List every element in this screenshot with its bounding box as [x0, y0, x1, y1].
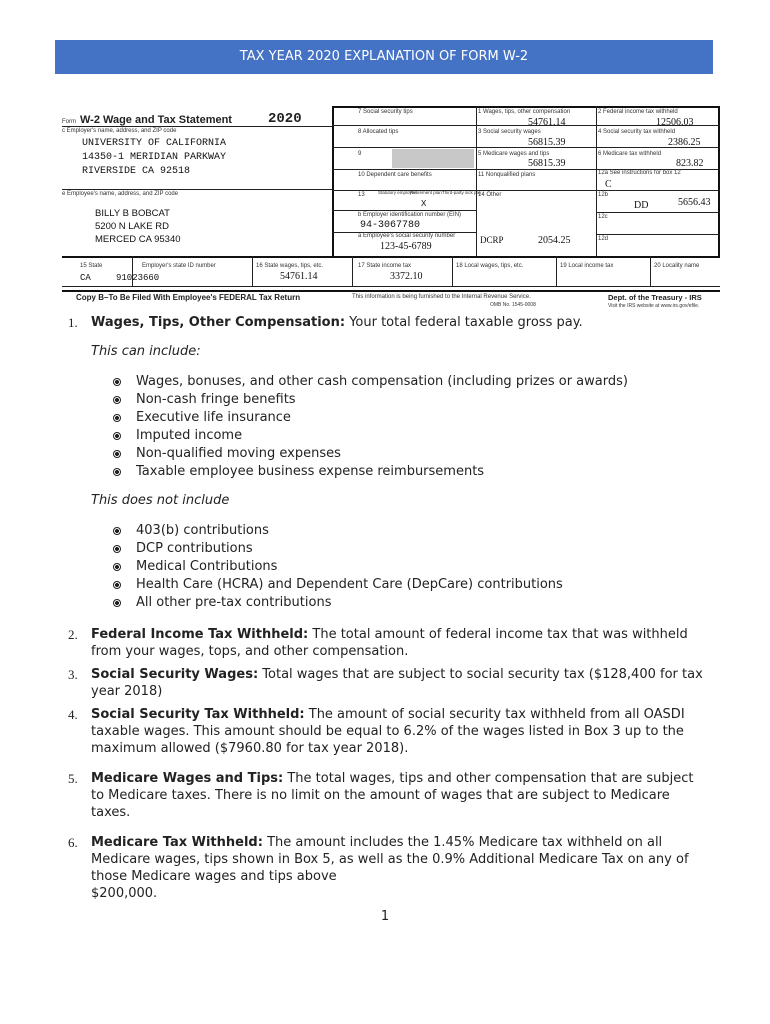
- state-id-value: 91023660: [116, 273, 160, 283]
- box17-label: 17 State income tax: [358, 263, 412, 269]
- item-number: 6.: [68, 835, 78, 850]
- bullet-icon: [113, 545, 121, 553]
- item-3: [68, 666, 708, 700]
- box7-label: 7 Social security tips: [358, 109, 413, 115]
- employee-street: 5200 N LAKE RD: [95, 221, 169, 232]
- box1-value: 54761.14: [528, 117, 566, 128]
- item-4: [68, 706, 708, 757]
- item-text: The amount of social security tax withheld from all OASDI taxable wages. This amount should be equal to 6.2% of the wages listed in Box 3 up to the maximum allowed ($7960.80 for tax year 2018).: [91, 707, 685, 756]
- box13-sickpay: Third-party sick pay: [442, 190, 482, 195]
- list-item: Executive life insurance: [113, 409, 708, 427]
- ssn-value: 123-45-6789: [380, 241, 432, 252]
- list-item: Medical Contributions: [113, 558, 708, 576]
- list-item: DCP contributions: [113, 540, 708, 558]
- w2-form: [62, 106, 722, 314]
- employee-label: e Employee's name, address, and ZIP code: [62, 191, 179, 197]
- ein-label: b Employer identification number (EIN): [358, 212, 462, 218]
- ssn-label: a Employee's social security number: [358, 233, 456, 239]
- box19-label: 19 Local income tax: [560, 263, 614, 269]
- box5-label: 5 Medicare wages and tips: [478, 151, 550, 157]
- bullet-icon: [113, 378, 121, 386]
- bullet-icon: [113, 414, 121, 422]
- form-word: Form: [62, 119, 76, 125]
- item-text-tail: $200,000.: [91, 886, 158, 901]
- box16-value: 54761.14: [280, 271, 318, 282]
- irs-website: Visit the IRS website at www.irs.gov/efile.: [608, 303, 700, 309]
- exclude-list: [68, 522, 708, 612]
- state-value: CA: [80, 273, 91, 283]
- item-title: Medicare Wages and Tips:: [91, 771, 284, 786]
- item-text: Total wages that are subject to social security tax ($128,400 for tax year 2018): [91, 667, 703, 699]
- item-text: The total wages, tips and other compensation that are subject to Medicare taxes. There is no limit on the amount of wages that are subject to Medicare taxes.: [91, 771, 694, 820]
- employer-name: UNIVERSITY OF CALIFORNIA: [82, 138, 227, 149]
- box18-label: 18 Local wages, tips, etc.: [456, 263, 524, 269]
- ein-value: 94-3067780: [360, 220, 421, 231]
- item-number: 4.: [68, 707, 78, 722]
- employer-street: 14350-1 MERIDIAN PARKWAY: [82, 152, 227, 163]
- bullet-icon: [113, 396, 121, 404]
- form-year: 2020: [268, 111, 302, 127]
- box13-checkmark: X: [421, 199, 427, 209]
- item-title: Social Security Wages:: [91, 667, 259, 682]
- item-number: 1.: [68, 315, 78, 330]
- box2-label: 2 Federal income tax withheld: [598, 109, 678, 115]
- box16-label: 16 State wages, tips, etc.: [256, 263, 324, 269]
- box5-value: 56815.39: [528, 158, 566, 169]
- include-label: This can include:: [91, 344, 201, 359]
- item-2: [68, 626, 708, 660]
- list-item: Imputed income: [113, 427, 708, 445]
- box13-label: 13: [358, 192, 365, 198]
- box3-value: 56815.39: [528, 137, 566, 148]
- box15-label: 15 State: [80, 263, 103, 269]
- form-title: W-2 Wage and Tax Statement: [80, 114, 232, 126]
- box2-value: 12506.03: [656, 117, 694, 128]
- box13-retirement: Retirement plan: [410, 190, 442, 195]
- bullet-icon: [113, 599, 121, 607]
- box12b-label: 12b: [598, 192, 609, 198]
- box12b-code: DD: [634, 200, 649, 211]
- box12b-value: 5656.43: [678, 197, 711, 208]
- page-number: 1: [380, 909, 390, 924]
- box11-label: 11 Nonqualified plans: [478, 172, 536, 178]
- list-item: Taxable employee business expense reimbursements: [113, 463, 708, 481]
- box12c-label: 12c: [598, 214, 608, 220]
- explanation-content: [68, 314, 708, 902]
- item-text: The total amount of federal income tax that was withheld from your wages, tops, and other compensation.: [91, 627, 688, 659]
- item-title: Social Security Tax Withheld:: [91, 707, 305, 722]
- item-6: [68, 834, 708, 902]
- box13-statutory: Statutory employee: [378, 190, 417, 195]
- box10-label: 10 Dependent care benefits: [358, 172, 432, 178]
- box12a-code: C: [605, 179, 612, 190]
- box9-label: 9: [358, 151, 362, 157]
- bullet-icon: [113, 468, 121, 476]
- employee-city: MERCED CA 95340: [95, 234, 181, 245]
- employer-city: RIVERSIDE CA 92518: [82, 166, 191, 177]
- bullet-icon: [113, 450, 121, 458]
- box6-value: 823.82: [676, 158, 704, 169]
- employee-name: BILLY B BOBCAT: [95, 208, 170, 219]
- list-item: Non-cash fringe benefits: [113, 391, 708, 409]
- state-id-label: Employer's state ID number: [142, 263, 216, 269]
- bullet-icon: [113, 581, 121, 589]
- item-title: Federal Income Tax Withheld:: [91, 627, 309, 642]
- item-number: 3.: [68, 667, 78, 682]
- item-1: [68, 314, 708, 331]
- list-item: All other pre-tax contributions: [113, 594, 708, 612]
- item-title: Wages, Tips, Other Compensation:: [91, 315, 346, 330]
- box6-label: 6 Medicare tax withheld: [598, 151, 662, 157]
- bullet-icon: [113, 527, 121, 535]
- box20-label: 20 Locality name: [654, 263, 700, 269]
- box14-value: 2054.25: [538, 235, 571, 246]
- item-text: Your total federal taxable gross pay.: [349, 315, 583, 330]
- item-text: The amount includes the 1.45% Medicare tax withheld on all Medicare wages, tips shown in Box 5, as well as the 0.9% Additional Medicare Tax on any of those Medicare wages and tips above: [91, 835, 689, 884]
- irs-info-text: This information is being furnished to the Internal Revenue Service.: [352, 294, 531, 300]
- bullet-icon: [113, 432, 121, 440]
- box4-label: 4 Social security tax withheld: [598, 129, 676, 135]
- item-number: 2.: [68, 627, 78, 642]
- copy-b-text: Copy B–To Be Filed With Employee's FEDERAL Tax Return: [76, 293, 301, 302]
- box1-label: 1 Wages, tips, other compensation: [478, 109, 571, 115]
- list-item: Non-qualified moving expenses: [113, 445, 708, 463]
- box12a-label: 12a See instructions for box 12: [598, 170, 681, 176]
- employer-label: c Employer's name, address, and ZIP code: [62, 128, 177, 134]
- box14-label: 14 Other: [478, 192, 502, 198]
- item-title: Medicare Tax Withheld:: [91, 835, 263, 850]
- box14-code: DCRP: [480, 235, 504, 245]
- box12d-label: 12d: [598, 236, 609, 242]
- list-item: 403(b) contributions: [113, 522, 708, 540]
- box3-label: 3 Social security wages: [478, 129, 541, 135]
- page-banner: TAX YEAR 2020 EXPLANATION OF FORM W-2: [55, 40, 713, 74]
- box4-value: 2386.25: [668, 137, 701, 148]
- item-5: [68, 770, 708, 821]
- omb-number: OMB No. 1545-0008: [490, 302, 536, 308]
- bullet-icon: [113, 563, 121, 571]
- list-item: Health Care (HCRA) and Dependent Care (DepCare) contributions: [113, 576, 708, 594]
- treasury-dept: Dept. of the Treasury - IRS: [608, 293, 702, 302]
- box8-label: 8 Allocated tips: [358, 129, 399, 135]
- list-item: Wages, bonuses, and other cash compensation (including prizes or awards): [113, 373, 708, 391]
- include-list: [68, 373, 708, 481]
- item-number: 5.: [68, 771, 78, 786]
- exclude-label: This does not include: [91, 493, 230, 508]
- box17-value: 3372.10: [390, 271, 423, 282]
